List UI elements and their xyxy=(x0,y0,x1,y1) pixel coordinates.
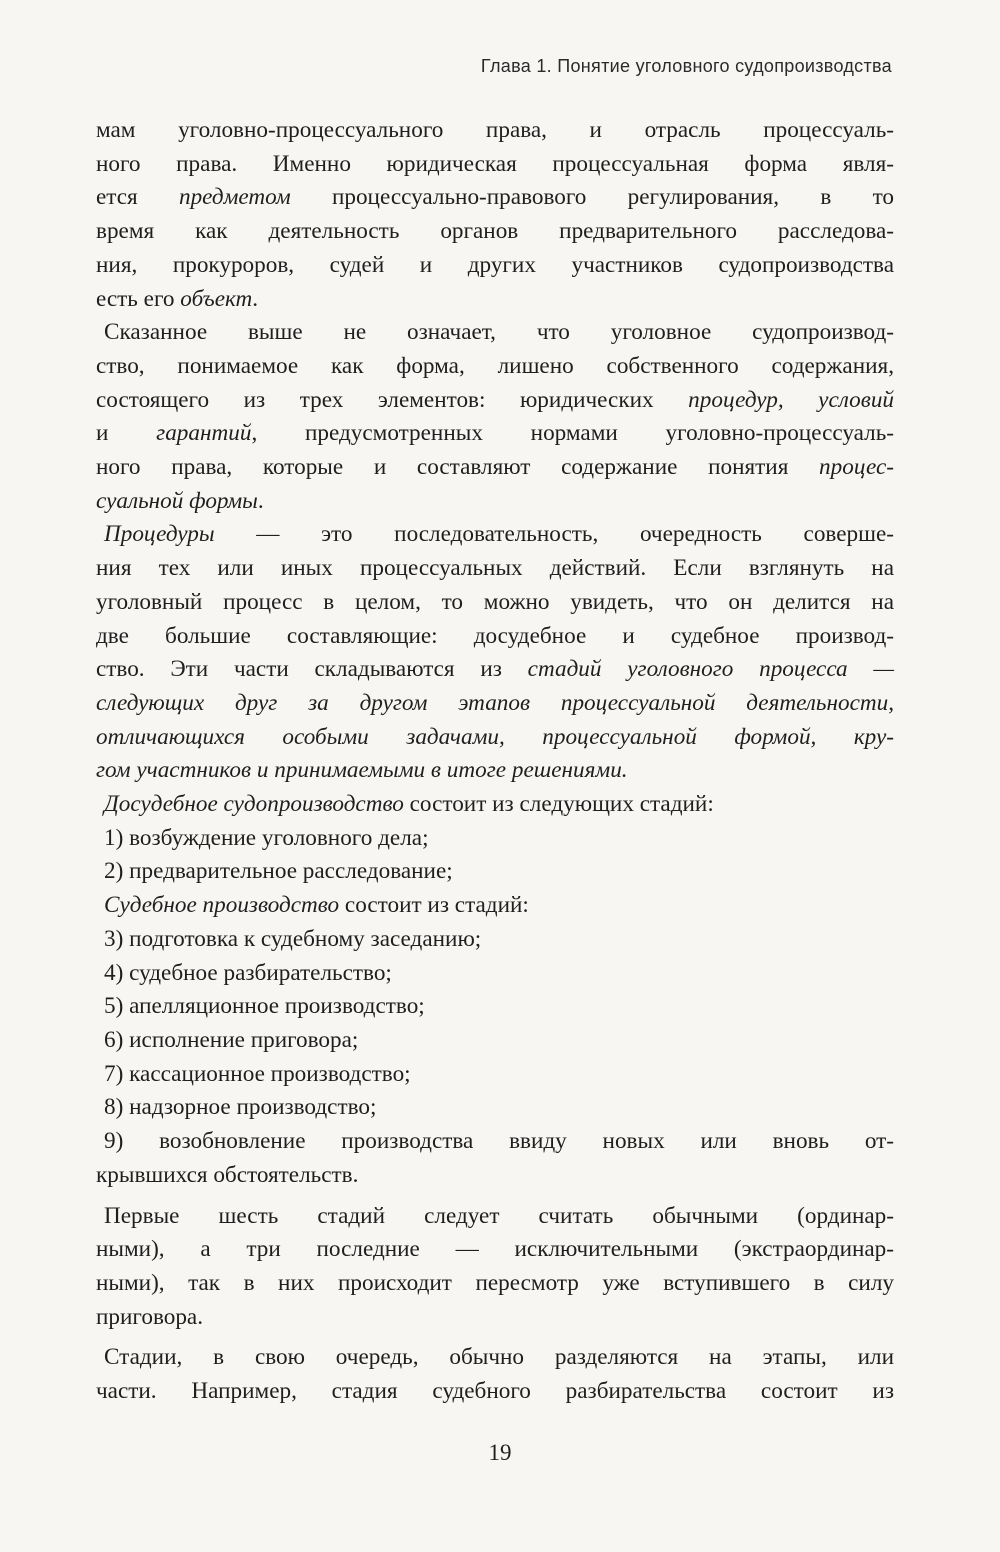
text-line xyxy=(96,316,894,350)
text-run: ного права, которые и составляют содержание понятия xyxy=(96,454,820,481)
text-line xyxy=(96,957,894,991)
italic-term: объект xyxy=(180,285,253,312)
text-run: ется xyxy=(96,184,179,211)
text-run: процессуально-правового регулирования, в то xyxy=(290,184,894,211)
text-run: состоит из стадий: xyxy=(339,892,529,919)
text-line xyxy=(96,1125,894,1159)
text-line xyxy=(96,586,894,620)
text-run: уголовный процесс в целом, то можно увидеть, что он делится на xyxy=(96,588,894,615)
text-run: мам уголовно-процессуального права, и отрасль процессуаль- xyxy=(96,117,894,143)
text-line xyxy=(96,485,894,519)
text-line xyxy=(96,687,894,721)
text-line xyxy=(96,1341,894,1375)
text-run: 6) исполнение приговора; xyxy=(104,1026,359,1053)
italic-term: Судебное производство xyxy=(104,892,340,919)
text-line xyxy=(96,249,894,283)
italic-term: Досудебное судопроизводство xyxy=(104,791,404,818)
body-text xyxy=(96,114,894,1409)
text-line xyxy=(96,1200,894,1234)
text-run: время как деятельность органов предварительного расследова- xyxy=(96,218,894,245)
text-line xyxy=(96,822,894,856)
text-line xyxy=(96,721,894,755)
text-run: ного права. Именно юридическая процессуальная форма явля- xyxy=(96,150,894,177)
text-line xyxy=(96,653,894,687)
text-run: Сказанное выше не означает, что уголовное судопроизвод- xyxy=(104,319,894,346)
text-run: Стадии, в свою очередь, обычно разделяются на этапы, или xyxy=(104,1344,894,1371)
italic-term: гарантий xyxy=(156,420,252,447)
italic-term: процес- xyxy=(819,454,894,481)
text-line xyxy=(96,620,894,654)
text-run: . xyxy=(252,285,259,312)
text-run: . xyxy=(257,487,264,514)
text-run: Первые шесть стадий следует считать обычными (ординар- xyxy=(104,1202,894,1229)
text-run: ния тех или иных процессуальных действий. Если взглянуть на xyxy=(96,555,894,582)
text-run: и xyxy=(96,420,157,447)
italic-term: суальной формы xyxy=(96,487,258,514)
text-run: есть его xyxy=(96,285,181,312)
text-run: , предусмотренных нормами уголовно-процессуаль- xyxy=(251,420,894,447)
text-line xyxy=(96,1159,894,1193)
text-run: 4) судебное разбирательство; xyxy=(104,959,392,986)
text-line xyxy=(96,552,894,586)
text-run: 9) возобновление производства ввиду новых или вновь от- xyxy=(104,1128,894,1155)
italic-term: предметом xyxy=(178,184,291,211)
text-line xyxy=(96,788,894,822)
text-run: крывшихся обстоятельств. xyxy=(96,1161,359,1188)
text-line xyxy=(96,384,894,418)
text-run: 5) апелляционное производство; xyxy=(104,993,425,1020)
text-line xyxy=(96,889,894,923)
text-line xyxy=(96,1024,894,1058)
text-run: части. Например, стадия судебного разбирательства состоит из xyxy=(96,1378,894,1405)
text-run: ство, понимаемое как форма, лишено собственного содержания, xyxy=(96,352,894,379)
text-run: ния, прокуроров, судей и других участников судопроизводства xyxy=(96,251,894,278)
italic-term: Процедуры xyxy=(104,521,215,548)
italic-term: гом участников и принимаемыми в итоге решениями. xyxy=(96,757,628,784)
text-line xyxy=(96,1267,894,1301)
text-line xyxy=(96,1233,894,1267)
italic-term: стадий уголовного процесса — xyxy=(527,656,894,683)
text-run: 1) возбуждение уголовного дела; xyxy=(104,824,429,851)
text-line xyxy=(96,181,894,215)
page-number: 19 xyxy=(488,1440,512,1465)
italic-term: процедур, условий xyxy=(688,386,895,413)
text-run: ство. Эти части складываются из xyxy=(96,656,528,683)
text-line xyxy=(96,451,894,485)
text-line xyxy=(96,1058,894,1092)
text-line xyxy=(96,283,894,317)
text-line xyxy=(96,1091,894,1125)
text-run: ными), а три последние — исключительными (экстраординар- xyxy=(96,1236,894,1263)
text-line xyxy=(96,215,894,249)
text-line xyxy=(96,518,894,552)
italic-term: отличающихся особыми задачами, процессуальной формой, кру- xyxy=(96,723,894,750)
text-line xyxy=(96,754,894,788)
text-line xyxy=(96,1301,894,1335)
text-run: 3) подготовка к судебному заседанию; xyxy=(104,925,482,952)
running-head: Глава 1. Понятие уголовного судопроизводства xyxy=(480,56,892,76)
text-run: 2) предварительное расследование; xyxy=(104,858,453,885)
text-line xyxy=(96,417,894,451)
text-line xyxy=(96,148,894,182)
text-line xyxy=(96,350,894,384)
text-line xyxy=(96,1375,894,1409)
text-run: приговора. xyxy=(96,1303,204,1330)
text-run: 7) кассационное производство; xyxy=(104,1060,411,1087)
text-run: ными), так в них происходит пересмотр уже вступившего в силу xyxy=(96,1269,894,1296)
text-run: — это последовательность, очередность соверше- xyxy=(214,521,894,548)
text-run: состоящего из трех элементов: юридических xyxy=(96,386,689,413)
text-line xyxy=(96,990,894,1024)
text-line xyxy=(96,855,894,889)
text-run: 8) надзорное производство; xyxy=(104,1094,377,1121)
text-run: состоит из следующих стадий: xyxy=(403,791,714,818)
text-line xyxy=(96,114,894,148)
text-run: две большие составляющие: досудебное и судебное производ- xyxy=(96,622,894,649)
italic-term: следующих друг за другом этапов процессуальной деятельности, xyxy=(96,689,894,716)
text-line xyxy=(96,923,894,957)
